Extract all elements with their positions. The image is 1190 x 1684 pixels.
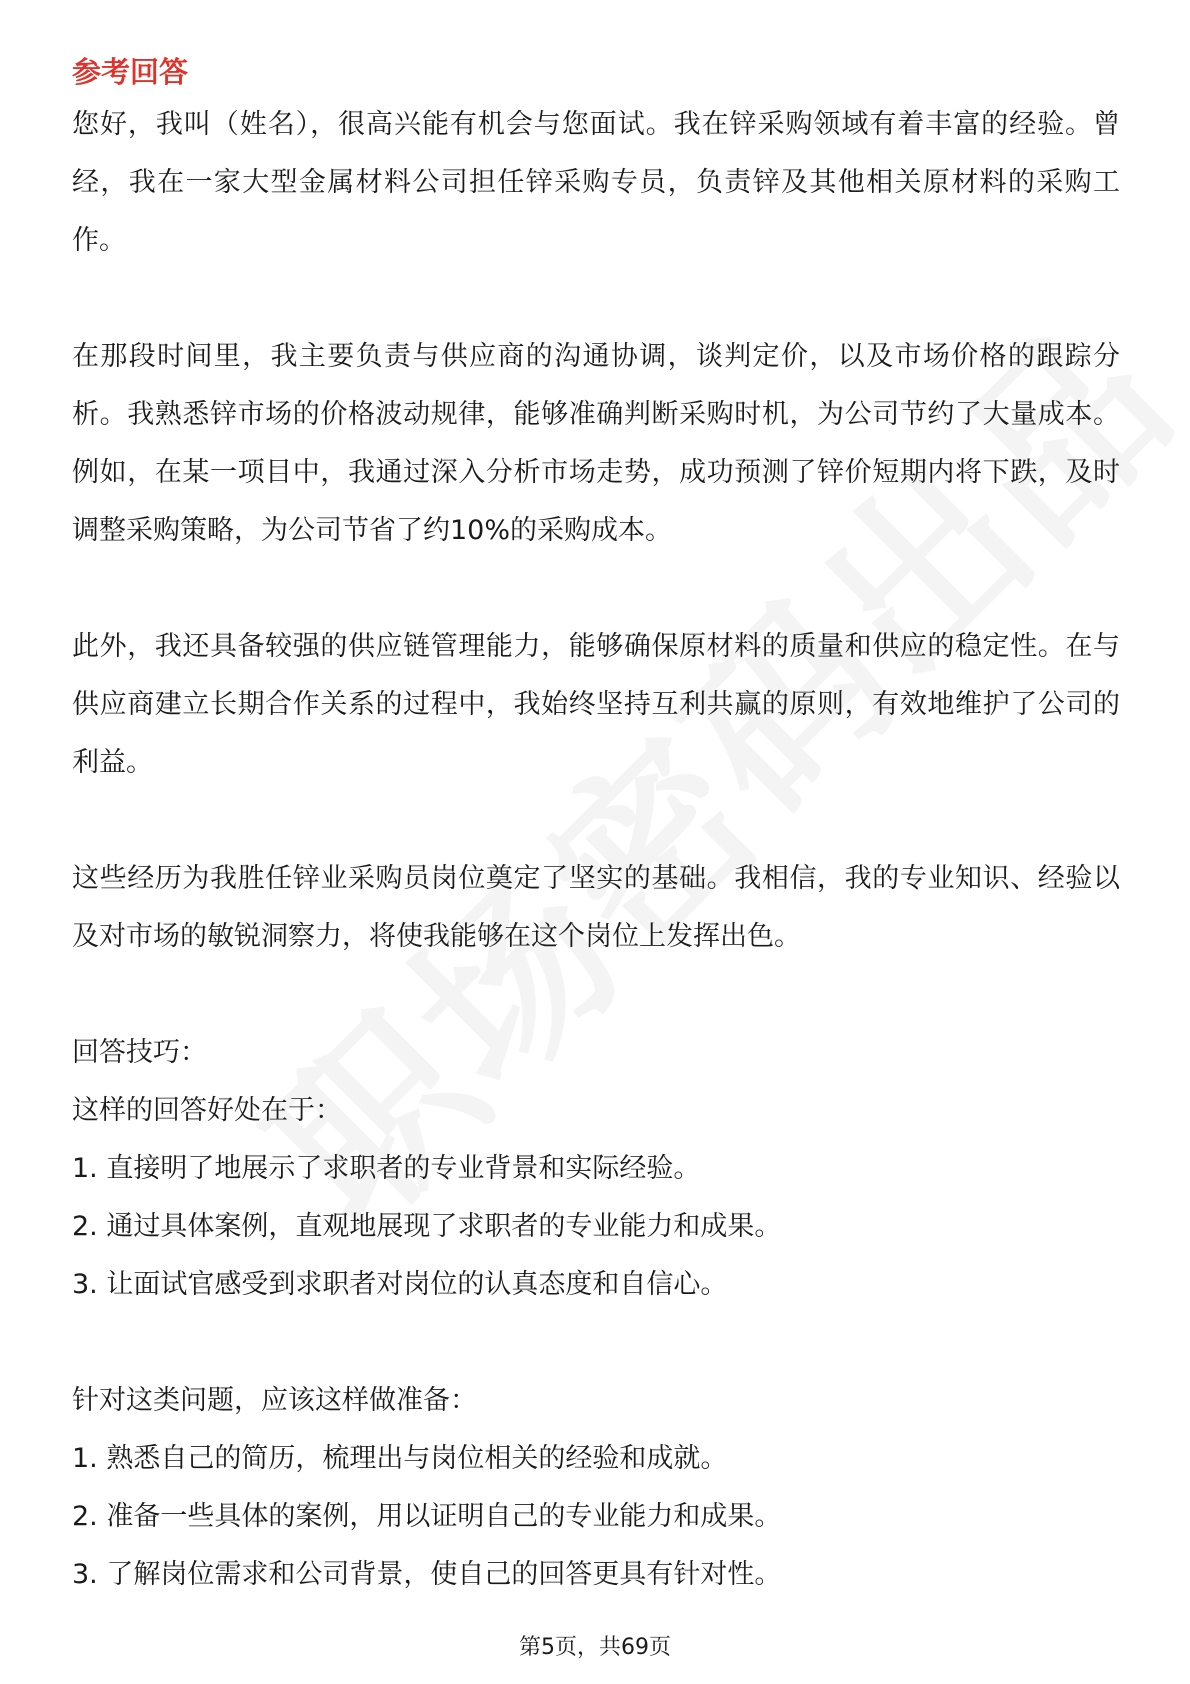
paragraph-gap [72,1314,1120,1372]
paragraph-gap [72,792,1120,850]
section-heading: 参考回答 [72,55,189,89]
paragraph-gap [72,270,1120,328]
prep-title: 针对这类问题，应该这样做准备： [72,1385,477,1416]
prep-item-2: 2. 准备一些具体的案例，用以证明自己的专业能力和成果。 [72,1501,782,1532]
answer-paragraph-3: 此外，我还具备较强的供应链管理能力，能够确保原材料的质量和供应的稳定性。在与供应商建立长期合作关系的过程中，我始终坚持互利共赢的原则，有效地维护了公司的利益。 [72,631,1120,778]
page-number: 第5页，共69页 [519,1635,671,1660]
prep-item-1: 1. 熟悉自己的简历，梳理出与岗位相关的经验和成就。 [72,1443,728,1474]
tips-item-3: 3. 让面试官感受到求职者对岗位的认真态度和自信心。 [72,1269,728,1300]
tips-title: 回答技巧： [72,1037,207,1068]
document-body [72,48,1120,1604]
paragraph-gap [72,560,1120,618]
answer-paragraph-2: 在那段时间里，我主要负责与供应商的沟通协调，谈判定价，以及市场价格的跟踪分析。我熟悉锌市场的价格波动规律，能够准确判断采购时机，为公司节约了大量成本。例如，在某一项目中，我通过深入分析市场走势，成功预测了锌价短期内将下跌，及时调整采购策略，为公司节省了约10%的采购成本。 [72,341,1120,546]
tips-item-1: 1. 直接明了地展示了求职者的专业背景和实际经验。 [72,1153,701,1184]
tips-intro: 这样的回答好处在于： [72,1095,342,1126]
answer-paragraph-1: 您好，我叫（姓名），很高兴能有机会与您面试。我在锌采购领域有着丰富的经验。曾经，我在一家大型金属材料公司担任锌采购专员，负责锌及其他相关原材料的采购工作。 [72,109,1120,256]
paragraph-gap [72,966,1120,1024]
prep-item-3: 3. 了解岗位需求和公司背景，使自己的回答更具有针对性。 [72,1559,782,1590]
answer-paragraph-4: 这些经历为我胜任锌业采购员岗位奠定了坚实的基础。我相信，我的专业知识、经验以及对市场的敏锐洞察力，将使我能够在这个岗位上发挥出色。 [72,863,1120,952]
tips-item-2: 2. 通过具体案例，直观地展现了求职者的专业能力和成果。 [72,1211,782,1242]
